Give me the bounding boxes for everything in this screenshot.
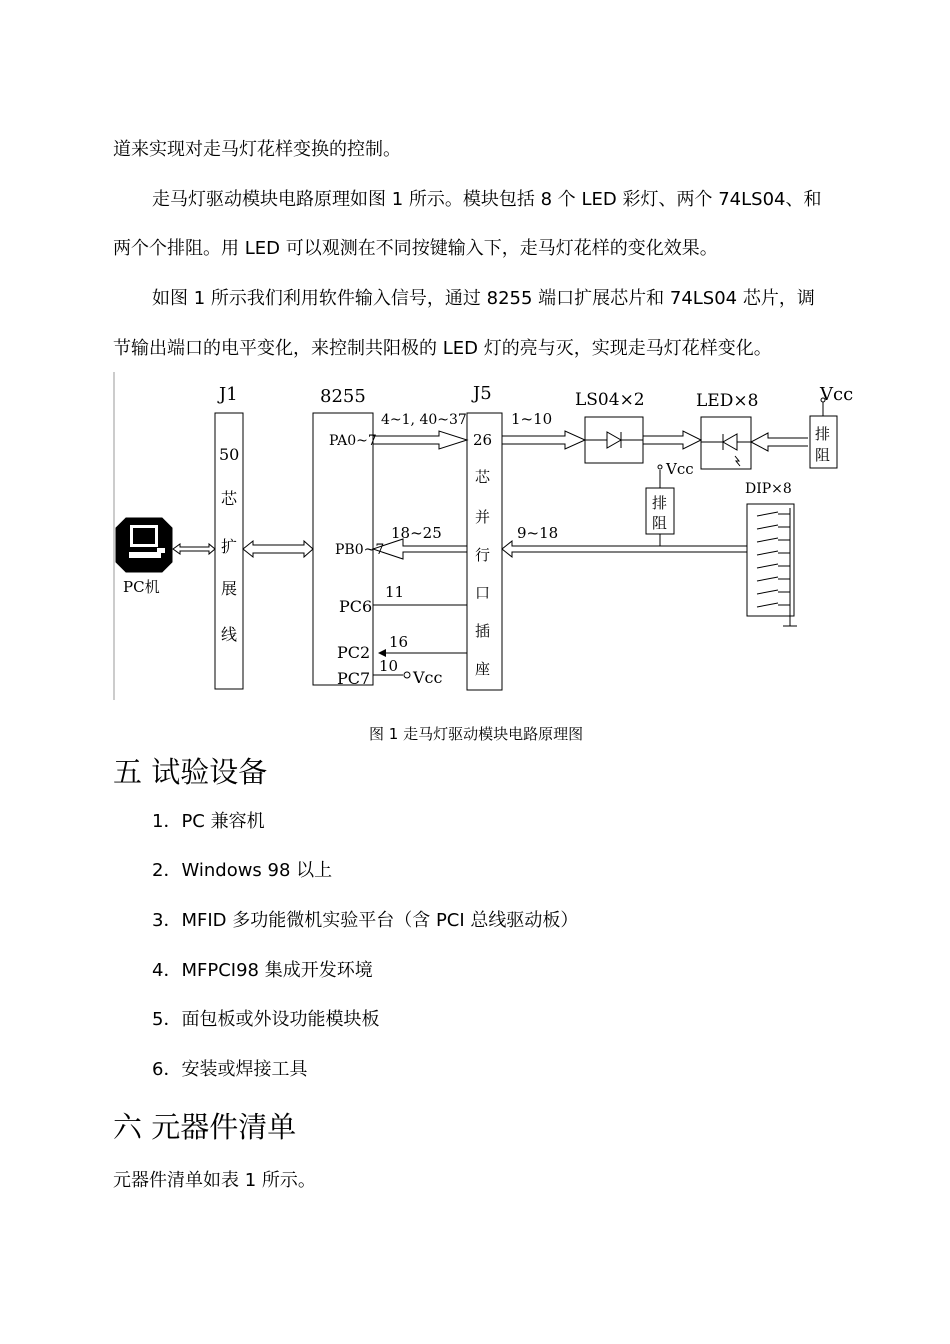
j5-26-label: 26 — [473, 431, 493, 449]
section-6-body: 元器件清单如表 1 所示。 — [113, 1170, 316, 1191]
paragraph-1: 道来实现对走马灯花样变换的控制。 — [113, 139, 401, 160]
equipment-item-2: 2．Windows 98 以上 — [152, 860, 333, 881]
resistor-pack-1-char-2: 阻 — [815, 446, 831, 464]
vcc-mid-label: Vcc — [666, 460, 694, 478]
j5-label: J5 — [473, 383, 492, 404]
j1-char-1: 芯 — [221, 489, 238, 508]
pins-j5-out-label: 1~10 — [511, 410, 553, 428]
equipment-item-1: 1．PC 兼容机 — [152, 811, 265, 832]
vcc-pc7-label: Vcc — [413, 668, 443, 687]
pc7-label: PC7 — [337, 669, 371, 688]
j5-char-6: 座 — [475, 660, 491, 678]
dip-switch — [747, 504, 794, 616]
paragraph-2-line-2: 两个个排阻。用 LED 可以观测在不同按键输入下，走马灯花样的变化效果。 — [113, 238, 718, 259]
j5-char-1: 芯 — [475, 468, 491, 486]
led-label: LED×8 — [696, 391, 759, 411]
resistor-pack-2-char-2: 阻 — [652, 514, 668, 532]
j1-char-2: 扩 — [221, 537, 238, 556]
pin-16-label: 16 — [389, 633, 409, 651]
j5-char-3: 行 — [475, 546, 491, 564]
resistor-pack-1-char-1: 排 — [815, 425, 831, 443]
pc2-label: PC2 — [337, 643, 371, 662]
equipment-item-3: 3．MFID 多功能微机实验平台（含 PCI 总线驱动板） — [152, 910, 579, 931]
dip-label: DIP×8 — [745, 481, 792, 497]
pc-computer-icon — [116, 518, 172, 572]
resistor-pack-2-char-1: 排 — [652, 494, 668, 512]
pin-10-label: 10 — [379, 657, 399, 675]
equipment-item-4: 4．MFPCI98 集成开发环境 — [152, 960, 373, 981]
pins-pa-label: 4~1, 40~37 — [381, 412, 467, 428]
ls04-label: LS04×2 — [575, 390, 645, 410]
section-5-title: 五 试验设备 — [113, 755, 268, 789]
equipment-item-5: 5．面包板或外设功能模块板 — [152, 1009, 380, 1030]
pins-pb-label: 18~25 — [391, 524, 442, 542]
equipment-item-6: 6．安装或焊接工具 — [152, 1059, 308, 1080]
paragraph-2-line-1: 走马灯驱动模块电路原理如图 1 所示。模块包括 8 个 LED 彩灯、两个 74LS04、和 — [152, 189, 822, 210]
j1-label: J1 — [219, 384, 238, 405]
pins-j5-in-label: 9~18 — [517, 524, 559, 542]
figure-caption: 图 1 走马灯驱动模块电路原理图 — [369, 725, 584, 743]
vcc-top-label: Vcc — [820, 384, 854, 405]
dip-switch-contacts — [757, 512, 790, 607]
j5-char-4: 口 — [475, 584, 491, 602]
j5-char-5: 插 — [475, 622, 491, 640]
pin-11-label: 11 — [385, 583, 405, 601]
j1-char-4: 线 — [221, 625, 238, 644]
j5-char-2: 并 — [475, 508, 491, 526]
j1-50-label: 50 — [219, 445, 240, 464]
paragraph-3-line-2: 节输出端口的电平变化，来控制共阳极的 LED 灯的亮与灭，实现走马灯花样变化。 — [113, 338, 772, 359]
chip-8255-label: 8255 — [320, 386, 366, 407]
pa-label: PA0~7 — [329, 433, 377, 449]
pc6-label: PC6 — [339, 597, 373, 616]
pc-label: PC机 — [123, 578, 160, 596]
pb-label: PB0~7 — [335, 542, 385, 558]
section-6-title: 六 元器件清单 — [113, 1110, 297, 1144]
circuit-diagram — [113, 372, 860, 700]
paragraph-3-line-1: 如图 1 所示我们利用软件输入信号，通过 8255 端口扩展芯片和 74LS04 芯片，调 — [152, 288, 815, 309]
j1-char-3: 展 — [221, 579, 238, 598]
